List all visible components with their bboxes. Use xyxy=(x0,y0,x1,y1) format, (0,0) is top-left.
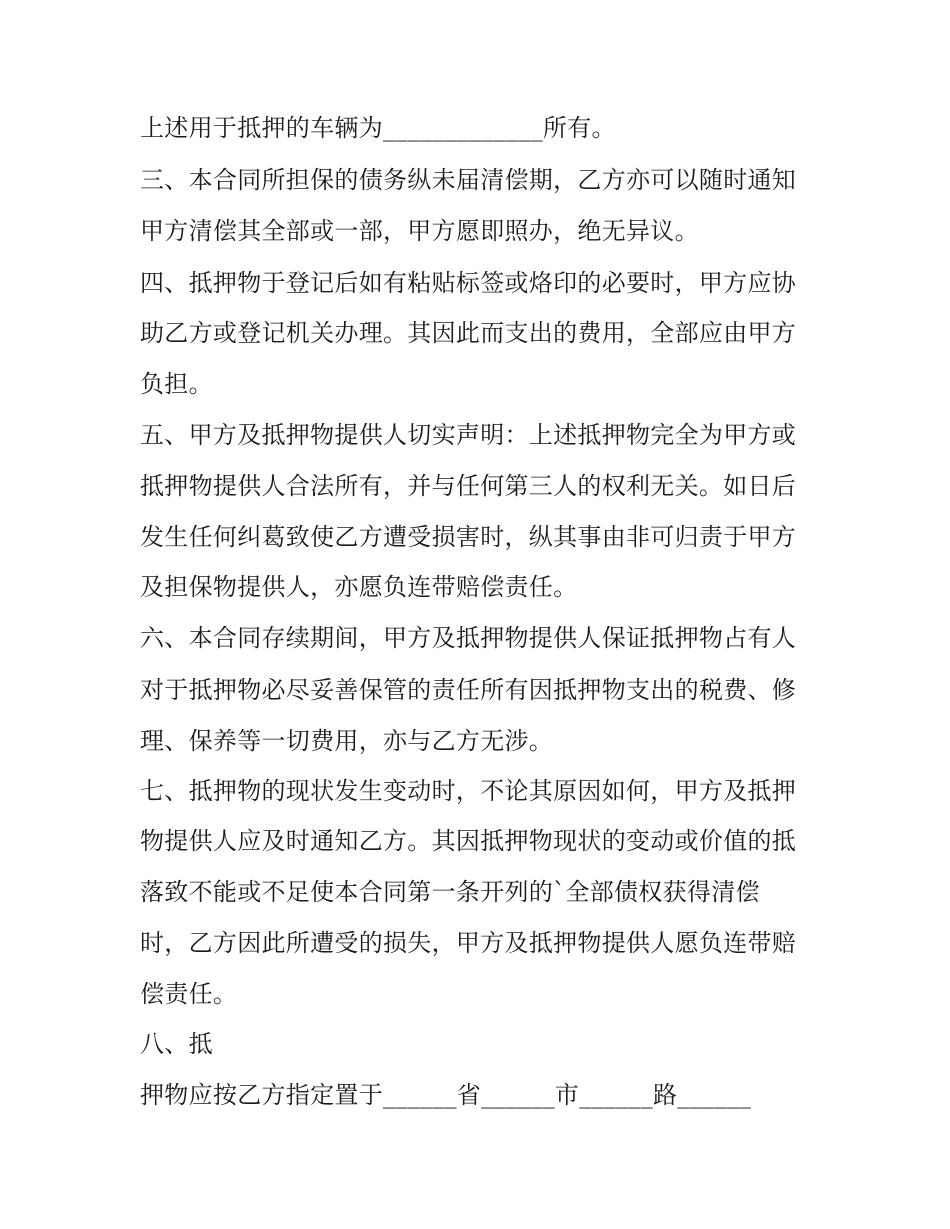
paragraph-line: 偿责任。 xyxy=(140,980,238,1008)
paragraph-line: 甲方清偿其全部或一部，甲方愿即照办，绝无异议。 xyxy=(140,217,699,245)
paragraph-line: 助乙方或登记机关办理。其因此而支出的费用，全部应由甲方 xyxy=(140,319,797,347)
paragraph-line: 押物应按乙方指定置于______省______市______路______ xyxy=(140,1081,752,1109)
paragraph-line: 对于抵押物必尽妥善保管的责任所有因抵押物支出的税费、修 xyxy=(140,676,797,704)
paragraph-line: 时，乙方因此所遭受的损失，甲方及抵押物提供人愿负连带赔 xyxy=(140,929,797,957)
paragraph-line: 落致不能或不足使本合同第一条开列的`全部债权获得清偿 xyxy=(140,878,760,906)
paragraph-line: 八、抵 xyxy=(140,1030,213,1058)
paragraph-line: 七、抵押物的现状发生变动时，不论其原因如何，甲方及抵押 xyxy=(140,777,797,805)
paragraph-line: 发生任何纠葛致使乙方遭受损害时，纵其事由非可归责于甲方 xyxy=(140,523,797,551)
paragraph-line: 及担保物提供人，亦愿负连带赔偿责任。 xyxy=(140,573,578,601)
paragraph-line: 六、本合同存续期间，甲方及抵押物提供人保证抵押物占有人 xyxy=(140,624,797,652)
paragraph-line: 三、本合同所担保的债务纵未届清偿期，乙方亦可以随时通知 xyxy=(140,166,797,194)
paragraph-line: 上述用于抵押的车辆为_____________所有。 xyxy=(140,114,616,142)
paragraph-line: 五、甲方及抵押物提供人切实声明：上述抵押物完全为甲方或 xyxy=(140,421,797,449)
paragraph-line: 负担。 xyxy=(140,370,213,398)
paragraph-line: 四、抵押物于登记后如有粘贴标签或烙印的必要时，甲方应协 xyxy=(140,269,797,297)
paragraph-line: 抵押物提供人合法所有，并与任何第三人的权利无关。如日后 xyxy=(140,472,797,500)
paragraph-line: 物提供人应及时通知乙方。其因抵押物现状的变动或价值的抵 xyxy=(140,827,797,855)
paragraph-line: 理、保养等一切费用，亦与乙方无涉。 xyxy=(140,727,554,755)
